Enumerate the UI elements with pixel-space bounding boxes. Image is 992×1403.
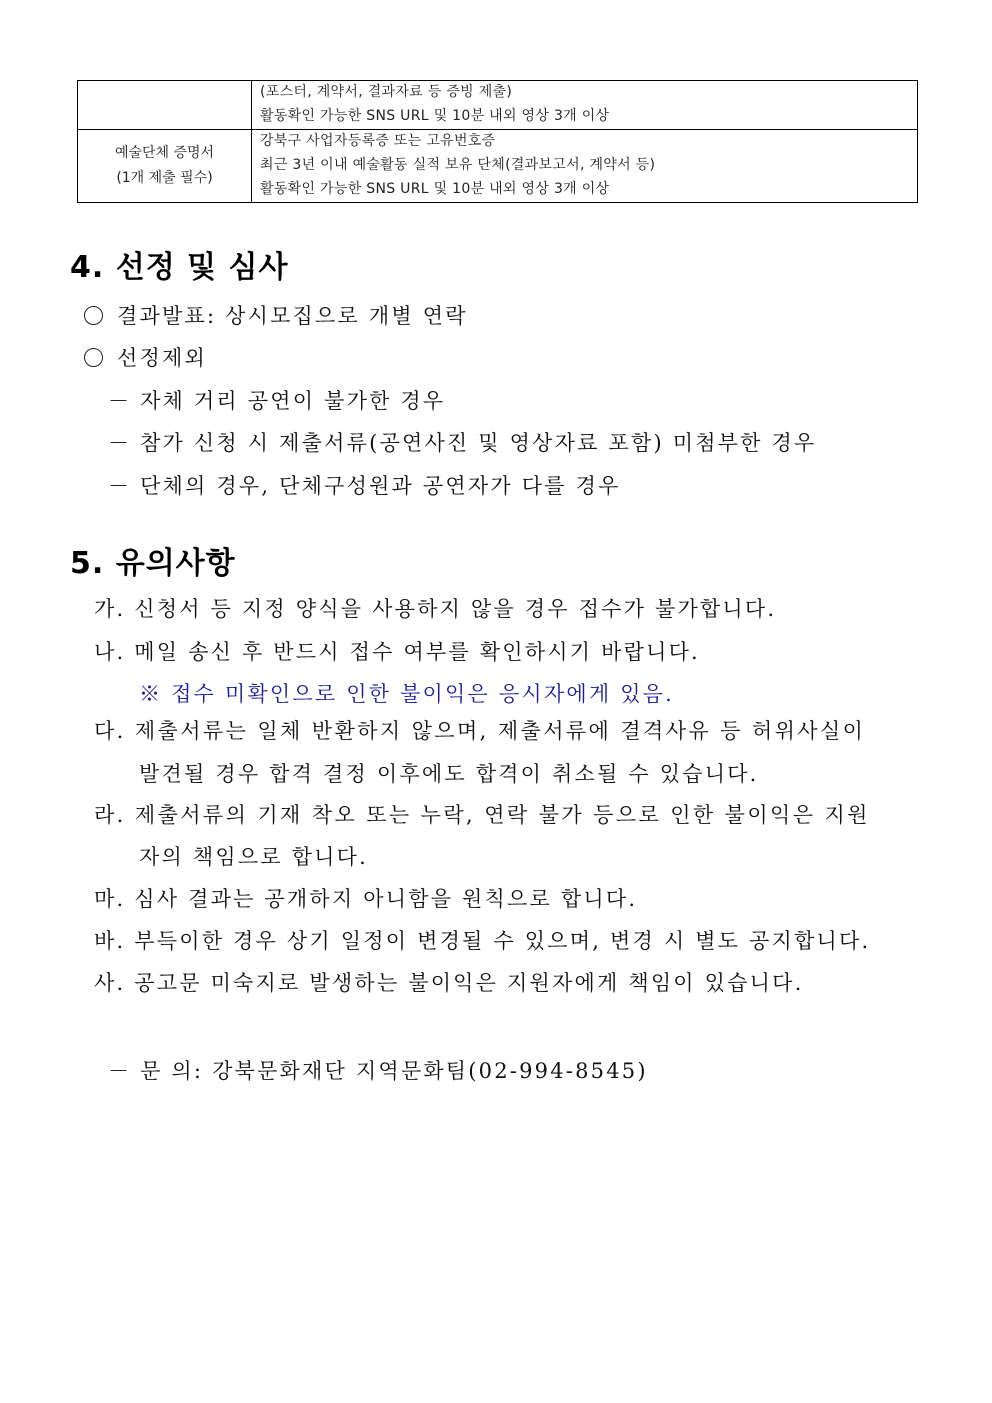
- requirements-table: [77, 80, 918, 203]
- contact-info: － 문 의: 강북문화재단 지역문화팀(02-994-8545): [108, 1059, 648, 1083]
- row-content: [252, 81, 918, 130]
- bullet-item: [84, 300, 468, 330]
- circle-bullet-icon: [84, 306, 103, 325]
- notice-item: 사. 공고문 미숙지로 발생하는 불이익은 지원자에게 책임이 있습니다.: [94, 971, 804, 995]
- notice-item: 바. 부득이한 경우 상기 일정이 변경될 수 있으며, 변경 시 별도 공지합니다.: [94, 929, 871, 953]
- notice-item: 나. 메일 송신 후 반드시 접수 여부를 확인하시기 바랍니다.: [94, 640, 700, 664]
- row-content: [252, 130, 918, 203]
- notice-item: 다. 제출서류는 일체 반환하지 않으며, 제출서류에 결격사유 등 허위사실이: [94, 719, 866, 743]
- bullet-text: 결과발표: 상시모집으로 개별 연락: [117, 304, 468, 328]
- notice-item: 라. 제출서류의 기재 착오 또는 누락, 연락 불가 등으로 인한 불이익은 지원: [94, 803, 870, 827]
- table-row: [78, 81, 918, 130]
- dash-item: － 자체 거리 공연이 불가한 경우: [108, 389, 446, 413]
- row-label-empty: [78, 81, 252, 130]
- circle-bullet-icon: [84, 348, 103, 367]
- table-line: (포스터, 계약서, 결과자료 등 증빙 제출): [260, 84, 513, 100]
- table-line: 강북구 사업자등록증 또는 고유번호증: [260, 133, 496, 149]
- notice-item: 가. 신청서 등 지정 양식을 사용하지 않을 경우 접수가 불가합니다.: [94, 597, 777, 621]
- notice-note: ※ 접수 미확인으로 인한 불이익은 응시자에게 있음.: [139, 682, 675, 706]
- table-row: [78, 130, 918, 203]
- table-line: 최근 3년 이내 예술활동 실적 보유 단체(결과보고서, 계약서 등): [260, 157, 656, 173]
- section4-title: 4. 선정 및 심사: [70, 250, 289, 285]
- notice-item-cont: 발견될 경우 합격 결정 이후에도 합격이 취소될 수 있습니다.: [139, 762, 759, 786]
- dash-item: － 단체의 경우, 단체구성원과 공연자가 다를 경우: [108, 474, 621, 498]
- notice-item-cont: 자의 책임으로 합니다.: [139, 845, 368, 869]
- notice-item: 마. 심사 결과는 공개하지 아니함을 원칙으로 합니다.: [94, 887, 638, 911]
- label-line: (1개 제출 필수): [116, 170, 213, 186]
- bullet-item: [84, 342, 207, 372]
- row-label: [78, 130, 252, 203]
- section5-title: 5. 유의사항: [70, 546, 236, 581]
- bullet-text: 선정제외: [117, 346, 207, 370]
- dash-item: － 참가 신청 시 제출서류(공연사진 및 영상자료 포함) 미첨부한 경우: [108, 431, 817, 455]
- table-line: 활동확인 가능한 SNS URL 및 10분 내외 영상 3개 이상: [260, 108, 610, 124]
- label-line: 예술단체 증명서: [114, 145, 215, 161]
- table-line: 활동확인 가능한 SNS URL 및 10분 내외 영상 3개 이상: [260, 181, 610, 197]
